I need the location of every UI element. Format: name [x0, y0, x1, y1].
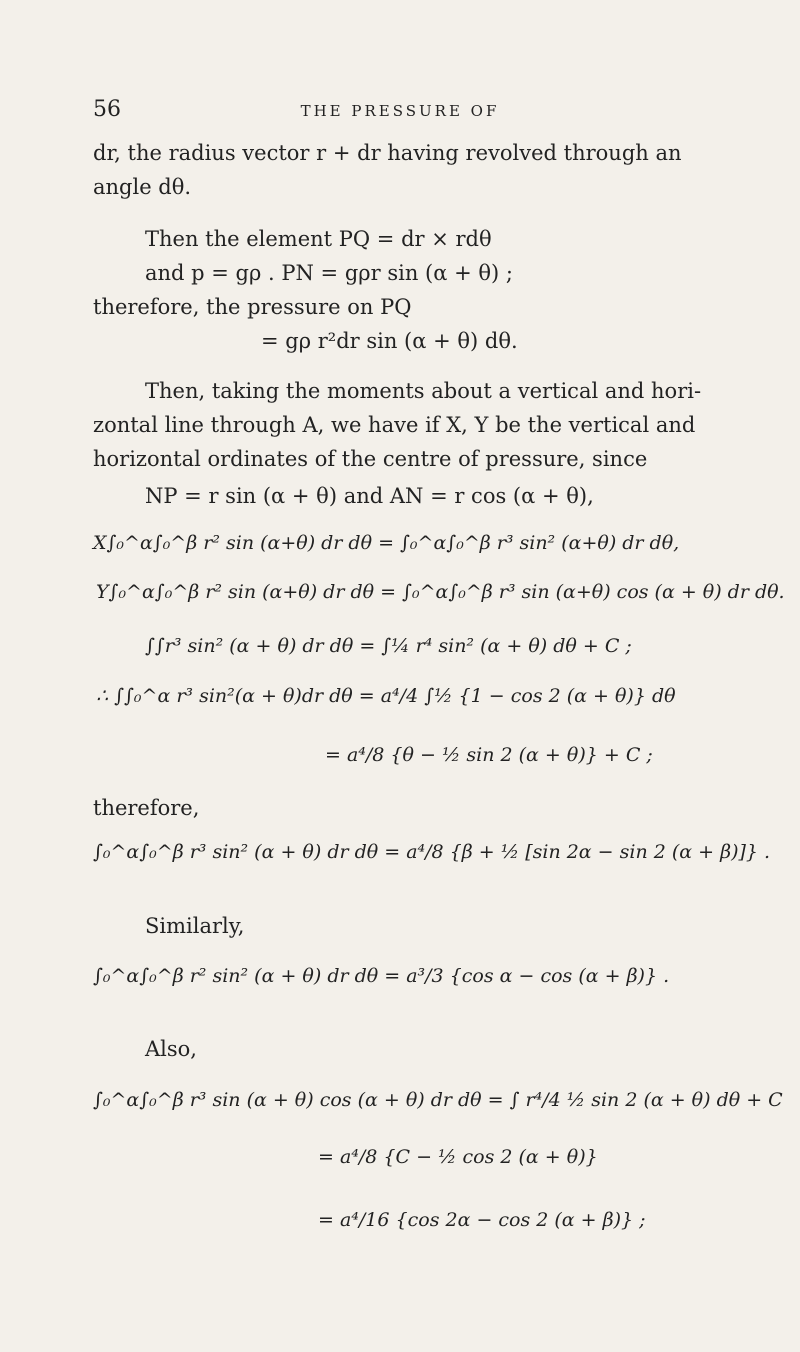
paragraph-line: Then the element PQ = dr × rdθ	[145, 227, 492, 251]
paragraph-line: dr, the radius vector r + dr having revolved through an	[93, 141, 682, 165]
equation: = a⁴/16 {cos 2α − cos 2 (α + β)} ;	[318, 1209, 646, 1231]
paragraph-line: Similarly,	[145, 914, 245, 938]
equation: ∴ ∫∫₀^α r³ sin²(α + θ)dr dθ = a⁴/4 ∫½ {1 − cos 2 (α + θ)} dθ	[96, 685, 676, 707]
equation-line: = gρ r²dr sin (α + θ) dθ.	[261, 329, 518, 353]
equation: X∫₀^α∫₀^β r² sin (α+θ) dr dθ = ∫₀^α∫₀^β r³ sin² (α+θ) dr dθ,	[93, 532, 680, 554]
paragraph-line: zontal line through A, we have if X, Y be the vertical and	[93, 413, 696, 437]
equation: = a⁴/8 {C − ½ cos 2 (α + θ)}	[318, 1146, 598, 1168]
equation: Y∫₀^α∫₀^β r² sin (α+θ) dr dθ = ∫₀^α∫₀^β r³ sin (α+θ) cos (α + θ) dr dθ.	[96, 581, 785, 603]
paragraph-line: therefore, the pressure on PQ	[93, 295, 412, 319]
running-head: THE PRESSURE OF	[300, 102, 500, 120]
paragraph-line: horizontal ordinates of the centre of pressure, since	[93, 447, 648, 471]
paragraph-line: Then, taking the moments about a vertical and hori-	[145, 379, 702, 403]
paragraph-line: angle dθ.	[93, 175, 192, 199]
page-header	[0, 97, 800, 127]
equation-line: NP = r sin (α + θ) and AN = r cos (α + θ),	[145, 484, 594, 508]
paragraph-line: and p = gρ . PN = gρr sin (α + θ) ;	[145, 261, 513, 285]
equation: ∫₀^α∫₀^β r³ sin² (α + θ) dr dθ = a⁴/8 {β + ½ [sin 2α − sin 2 (α + β)]} .	[93, 841, 771, 863]
equation: ∫₀^α∫₀^β r³ sin (α + θ) cos (α + θ) dr dθ = ∫ r⁴/4 ½ sin 2 (α + θ) dθ + C	[93, 1089, 783, 1111]
equation: ∫₀^α∫₀^β r² sin² (α + θ) dr dθ = a³/3 {cos α − cos (α + β)} .	[93, 965, 670, 987]
page-number: 56	[93, 97, 121, 122]
paragraph-line: Also,	[145, 1037, 197, 1061]
equation: = a⁴/8 {θ − ½ sin 2 (α + θ)} + C ;	[325, 744, 653, 766]
equation: ∫∫r³ sin² (α + θ) dr dθ = ∫¼ r⁴ sin² (α + θ) dθ + C ;	[145, 635, 632, 657]
paragraph-line: therefore,	[93, 796, 200, 820]
